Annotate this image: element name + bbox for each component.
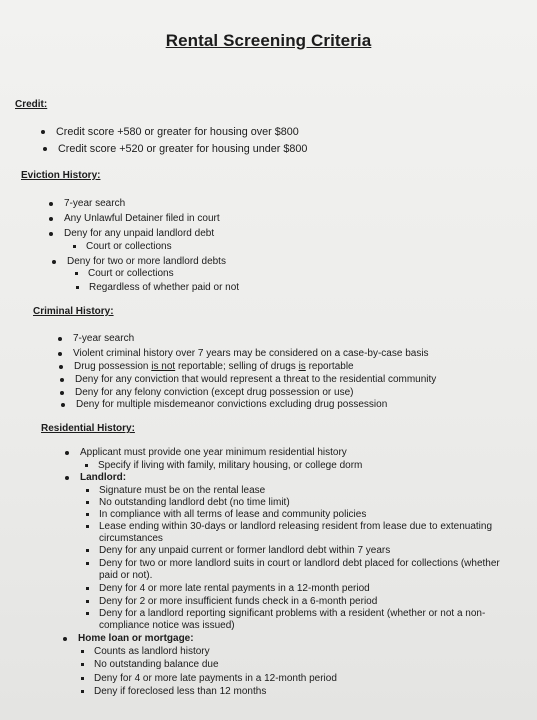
landlord-subitem: Deny for two or more landlord suits in court or landlord debt placed for collections (whether paid or not). <box>99 558 519 582</box>
landlord-subitem: Deny for a landlord reporting significant problems with a resident (whether or not a non-compliance notice was issued) <box>99 608 519 632</box>
eviction-subitem: Court or collections <box>86 241 172 252</box>
credit-heading: Credit: <box>15 99 48 110</box>
home-loan-subitem: Deny if foreclosed less than 12 months <box>94 686 267 697</box>
eviction-heading: Eviction History: <box>21 170 101 181</box>
landlord-subitem: In compliance with all terms of lease and community policies <box>99 509 367 520</box>
text-fragment: reportable; selling of drugs <box>175 361 299 372</box>
eviction-item: Any Unlawful Detainer filed in court <box>64 213 220 224</box>
landlord-label: Landlord: <box>80 472 127 483</box>
landlord-subitem: No outstanding landlord debt (no time limit) <box>99 497 290 508</box>
eviction-item: 7-year search <box>64 198 126 209</box>
residential-heading: Residential History: <box>41 423 135 434</box>
criminal-item: Deny for multiple misdemeanor convictions excluding drug possession <box>76 399 388 410</box>
eviction-subitem: Regardless of whether paid or not <box>89 282 240 293</box>
home-loan-label: Home loan or mortgage: <box>78 633 194 644</box>
landlord-subitem: Deny for 2 or more insufficient funds check in a 6-month period <box>99 596 378 607</box>
criminal-item: 7-year search <box>73 333 135 344</box>
landlord-subitem: Deny for any unpaid current or former landlord debt within 7 years <box>99 545 391 556</box>
eviction-item: Deny for two or more landlord debts <box>67 256 226 267</box>
page-title: Rental Screening Criteria <box>165 31 372 50</box>
credit-item: Credit score +580 or greater for housing over $800 <box>56 126 299 138</box>
residential-item: Applicant must provide one year minimum residential history <box>80 447 347 458</box>
landlord-subitem: Deny for 4 or more late rental payments in a 12-month period <box>99 583 370 594</box>
text-fragment: Drug possession <box>74 361 152 372</box>
criminal-item-drugs <box>74 361 354 373</box>
criminal-item: Deny for any conviction that would represent a threat to the residential community <box>75 374 437 385</box>
credit-item: Credit score +520 or greater for housing under $800 <box>58 143 308 155</box>
landlord-subitem: Signature must be on the rental lease <box>99 485 266 496</box>
home-loan-subitem: No outstanding balance due <box>94 659 219 670</box>
landlord-subitem: Lease ending within 30-days or landlord releasing resident from lease due to extenuating circumstances <box>99 521 499 545</box>
home-loan-subitem: Deny for 4 or more late payments in a 12-month period <box>94 673 337 684</box>
eviction-subitem: Court or collections <box>88 268 174 279</box>
text-fragment: reportable <box>305 361 354 372</box>
emphasis-text: is <box>298 361 306 372</box>
criminal-heading: Criminal History: <box>33 306 114 317</box>
residential-subitem: Specify if living with family, military housing, or college dorm <box>98 460 363 471</box>
eviction-item: Deny for any unpaid landlord debt <box>64 228 215 239</box>
criminal-item: Deny for any felony conviction (except drug possession or use) <box>75 387 354 398</box>
home-loan-subitem: Counts as landlord history <box>94 646 210 657</box>
criminal-item: Violent criminal history over 7 years may be considered on a case-by-case basis <box>73 348 429 359</box>
emphasis-text: is not <box>151 361 176 372</box>
